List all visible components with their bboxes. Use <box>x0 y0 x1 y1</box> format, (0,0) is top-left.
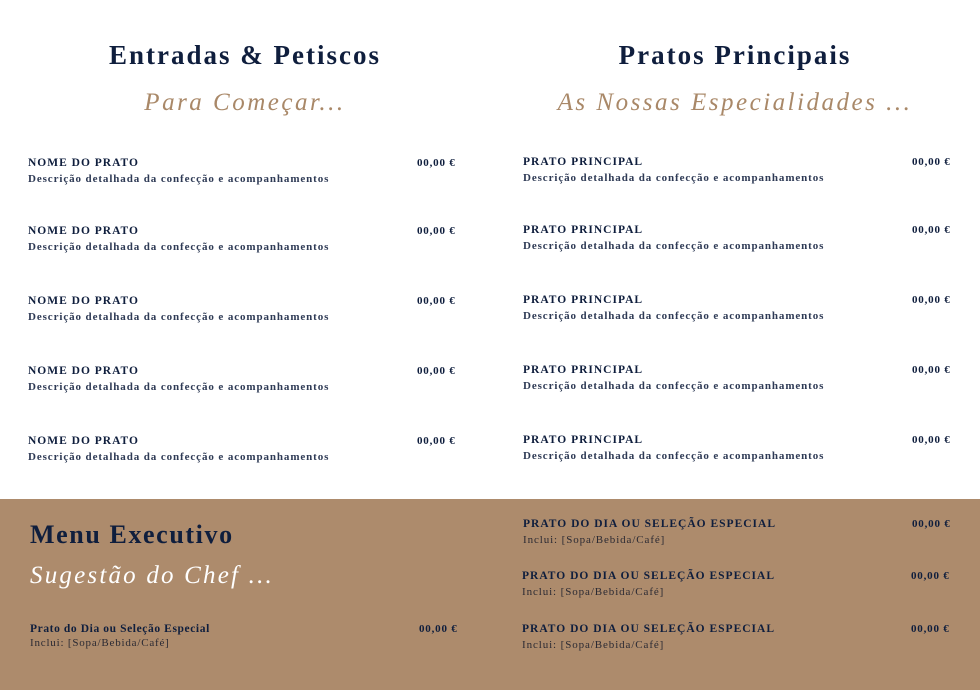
dish-description: Inclui: [Sopa/Bebida/Café] <box>522 639 665 651</box>
executive-subtitle: Sugestão do Chef ... <box>30 562 274 589</box>
dish-description: Descrição detalhada da confecção e acompanhamentos <box>523 310 825 322</box>
list-item <box>523 224 955 252</box>
list-item <box>523 156 955 184</box>
list-item <box>28 365 460 393</box>
dish-description: Descrição detalhada da confecção e acompanhamentos <box>28 241 330 253</box>
list-item <box>28 225 460 253</box>
dish-name: PRATO PRINCIPAL <box>523 434 644 446</box>
list-item <box>28 157 460 185</box>
dish-description: Descrição detalhada da confecção e acompanhamentos <box>523 240 825 252</box>
dish-price: 00,00 € <box>417 435 456 447</box>
dish-name: PRATO DO DIA OU SELEÇÃO ESPECIAL <box>522 570 775 582</box>
list-item <box>522 570 954 598</box>
dish-price: 00,00 € <box>912 434 951 446</box>
executive-title: Menu Executivo <box>30 520 234 549</box>
dish-price: 00,00 € <box>912 156 951 168</box>
dish-name: PRATO DO DIA OU SELEÇÃO ESPECIAL <box>522 623 775 635</box>
list-item <box>523 518 955 546</box>
left-section-subtitle: Para Começar... <box>144 89 346 116</box>
dish-price: 00,00 € <box>912 364 951 376</box>
dish-name: PRATO PRINCIPAL <box>523 364 644 376</box>
right-section-subtitle: As Nossas Especialidades ... <box>557 89 913 116</box>
list-item <box>523 364 955 392</box>
right-section-title: Pratos Principais <box>618 40 852 70</box>
dish-description: Inclui: [Sopa/Bebida/Café] <box>522 586 665 598</box>
dish-price: 00,00 € <box>912 294 951 306</box>
dish-price: 00,00 € <box>911 623 950 635</box>
dish-name: NOME DO PRATO <box>28 157 139 169</box>
dish-name: PRATO PRINCIPAL <box>523 294 644 306</box>
list-item <box>523 434 955 462</box>
dish-description: Descrição detalhada da confecção e acompanhamentos <box>523 172 825 184</box>
dish-price: 00,00 € <box>417 295 456 307</box>
dish-price: 00,00 € <box>417 157 456 169</box>
dish-description: Descrição detalhada da confecção e acompanhamentos <box>523 380 825 392</box>
dish-price: 00,00 € <box>419 623 458 635</box>
dish-name: NOME DO PRATO <box>28 295 139 307</box>
dish-name: NOME DO PRATO <box>28 435 139 447</box>
list-item <box>523 294 955 322</box>
dish-name: PRATO PRINCIPAL <box>523 156 644 168</box>
dish-price: 00,00 € <box>417 225 456 237</box>
list-item <box>28 295 460 323</box>
dish-price: 00,00 € <box>417 365 456 377</box>
dish-description: Descrição detalhada da confecção e acompanhamentos <box>28 451 330 463</box>
dish-description: Inclui: [Sopa/Bebida/Café] <box>523 534 666 546</box>
dish-name: NOME DO PRATO <box>28 225 139 237</box>
dish-price: 00,00 € <box>911 570 950 582</box>
left-section-title: Entradas & Petiscos <box>109 40 381 70</box>
dish-description: Inclui: [Sopa/Bebida/Café] <box>30 637 170 649</box>
list-item <box>30 623 462 649</box>
dish-name: NOME DO PRATO <box>28 365 139 377</box>
list-item <box>28 435 460 463</box>
dish-name: PRATO PRINCIPAL <box>523 224 644 236</box>
dish-name: Prato do Dia ou Seleção Especial <box>30 623 210 635</box>
dish-description: Descrição detalhada da confecção e acompanhamentos <box>28 173 330 185</box>
dish-description: Descrição detalhada da confecção e acompanhamentos <box>523 450 825 462</box>
list-item <box>522 623 954 651</box>
dish-price: 00,00 € <box>912 224 951 236</box>
dish-name: PRATO DO DIA OU SELEÇÃO ESPECIAL <box>523 518 776 530</box>
dish-price: 00,00 € <box>912 518 951 530</box>
dish-description: Descrição detalhada da confecção e acompanhamentos <box>28 311 330 323</box>
dish-description: Descrição detalhada da confecção e acompanhamentos <box>28 381 330 393</box>
